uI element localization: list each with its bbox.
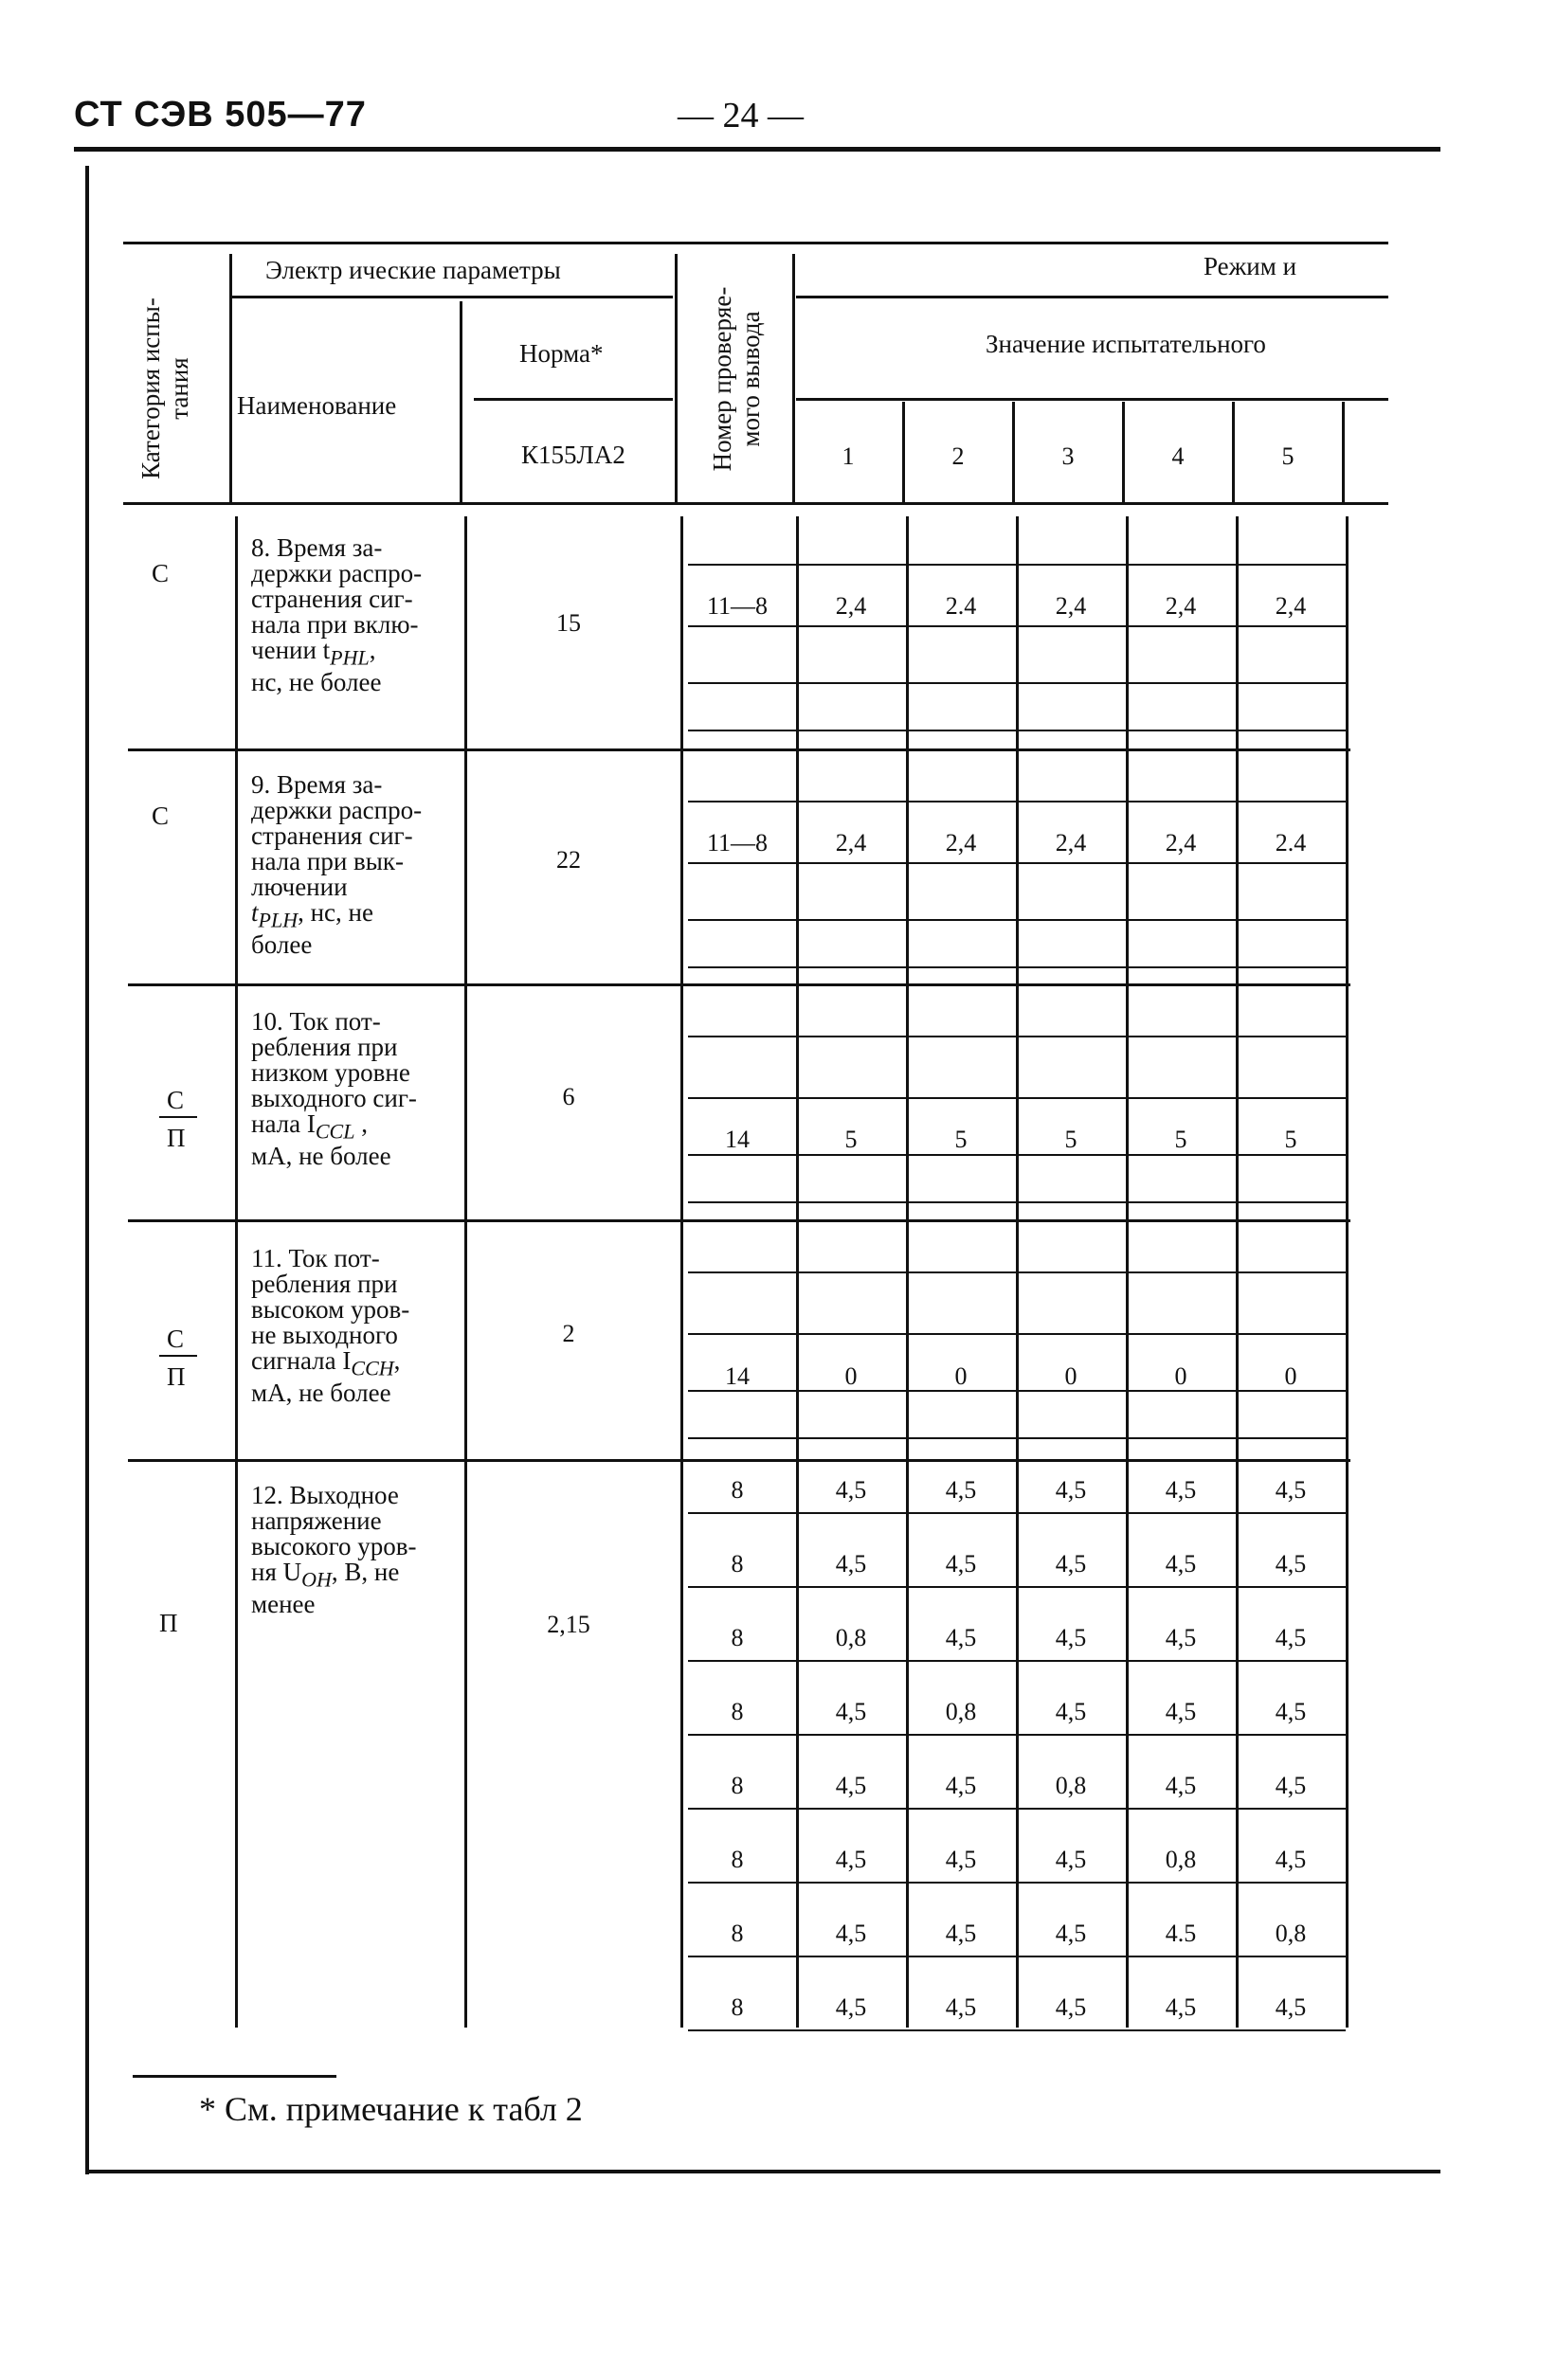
cell-mini-rule — [688, 1271, 1346, 1273]
row9-name-line: держки распро- — [251, 796, 423, 824]
row11-value-2: 0 — [954, 1362, 968, 1390]
row8-value-3: 2,4 — [1055, 592, 1087, 620]
row12-sub-value: 4,5 — [1055, 1846, 1087, 1873]
header-vline-8 — [1232, 402, 1235, 502]
row11-value-1: 0 — [844, 1362, 858, 1390]
row12-sub-value: 4,5 — [1055, 1698, 1087, 1725]
header-rule-mode — [796, 296, 1388, 298]
row9-name-line: более — [251, 930, 313, 960]
row11-value-4: 0 — [1174, 1362, 1187, 1390]
row9-norm: 22 — [556, 846, 581, 874]
row12-sub-value: 4,5 — [835, 1476, 867, 1504]
row12-sub-rule — [688, 2029, 1346, 2031]
row9-category: С — [152, 802, 170, 830]
cell-mini-rule — [688, 801, 1346, 802]
header-vline-5 — [902, 402, 905, 502]
cell-mini-rule — [688, 919, 1346, 921]
row8-value-1: 2,4 — [835, 592, 867, 620]
row12-name-line: ня U — [251, 1558, 302, 1586]
header-name: Наименование — [237, 391, 397, 420]
row12-sub-value: 4,5 — [1275, 1476, 1307, 1504]
row-separator-4 — [128, 1459, 1350, 1462]
row12-sub-value: 4,5 — [945, 1550, 977, 1578]
header-col-4: 4 — [1171, 442, 1185, 470]
cell-mini-rule — [688, 1390, 1346, 1392]
header-mode: Режим и — [1204, 252, 1297, 280]
row12-name-line: менее — [251, 1590, 316, 1619]
row12-sub-value: 4,5 — [945, 1624, 977, 1651]
row12-sub-value: 4,5 — [945, 1476, 977, 1504]
row9-name-line: нала при вык- — [251, 847, 405, 875]
header-electrical-params: Электр ические параметры — [265, 256, 561, 284]
row9-value-4: 2,4 — [1165, 829, 1197, 856]
row9-name-line: t — [251, 898, 259, 927]
row9-name — [251, 772, 460, 958]
cell-mini-rule — [688, 1201, 1346, 1203]
cell-mini-rule — [688, 1097, 1346, 1099]
row12-sub-value: 4,5 — [1165, 1993, 1197, 2021]
row12-sub-rule — [688, 1734, 1346, 1736]
row12-name-line: напряжение — [251, 1506, 382, 1535]
row11-name-line: сигнала I — [251, 1346, 352, 1375]
row12-sub-value: 4,5 — [835, 1772, 867, 1799]
row10-name-line: мА, не более — [251, 1142, 391, 1171]
row12-sub-value: 4,5 — [835, 1698, 867, 1725]
row11-value-5: 0 — [1284, 1362, 1297, 1390]
row11-name-line: 11. Ток пот- — [251, 1244, 380, 1272]
row12-sub-pin: 8 — [731, 1772, 744, 1799]
row10-name — [251, 1009, 460, 1169]
table-top-rule — [123, 242, 1388, 244]
row12-norm: 2,15 — [547, 1611, 590, 1638]
row9-value-5: 2.4 — [1275, 829, 1307, 856]
row12-sub-rule — [688, 1660, 1346, 1662]
row11-pin: 14 — [725, 1362, 750, 1390]
row10-value-5: 5 — [1284, 1126, 1297, 1153]
row9-symbol-subscript: PLH — [258, 908, 299, 932]
header-rule-value — [796, 398, 1388, 401]
cell-mini-rule — [688, 682, 1346, 684]
row12-sub-rule — [688, 1882, 1346, 1884]
row10-value-3: 5 — [1064, 1126, 1077, 1153]
row12-sub-value: 4,5 — [1165, 1772, 1197, 1799]
row12-sub-value: 4,5 — [1055, 1920, 1087, 1947]
header-vline-7 — [1122, 402, 1125, 502]
header-rule — [74, 147, 1440, 152]
body-vline-norm — [464, 516, 467, 2028]
row10-norm: 6 — [562, 1083, 575, 1110]
row12-sub-pin: 8 — [731, 1993, 744, 2021]
header-rule-norm — [474, 398, 673, 401]
row10-category-fraction-bar — [159, 1116, 197, 1118]
page-number: — 24 — — [678, 96, 804, 135]
row10-symbol-subscript: CCL — [315, 1119, 355, 1144]
row12-sub-pin: 8 — [731, 1698, 744, 1725]
row10-category-bottom: П — [167, 1124, 186, 1152]
footnote: * См. примечание к табл 2 — [199, 2090, 583, 2128]
header-norm: Норма* — [519, 339, 604, 368]
header-pin: Номер проверяе- мого вывода — [708, 286, 765, 472]
row12-sub-value: 4,5 — [1055, 1476, 1087, 1504]
frame-left-border — [85, 166, 89, 2174]
row11-category-bottom: П — [167, 1362, 186, 1391]
cell-mini-rule — [688, 1154, 1346, 1156]
row8-name-line: держки распро- — [251, 559, 423, 587]
row12-sub-value: 4,5 — [945, 1993, 977, 2021]
row8-value-2: 2.4 — [945, 592, 977, 620]
row8-value-4: 2,4 — [1165, 592, 1197, 620]
header-value: Значение испытательного — [986, 330, 1266, 358]
row9-name-line: лючении — [251, 873, 348, 901]
row11-name-line: высоком уров- — [251, 1295, 410, 1324]
row9-value-3: 2,4 — [1055, 829, 1087, 856]
body-vline-name — [235, 516, 238, 2028]
row9-value-1: 2,4 — [835, 829, 867, 856]
row8-name-line: нс, не более — [251, 668, 382, 697]
row9-name-line: странения сиг- — [251, 821, 413, 850]
cell-mini-rule — [688, 730, 1346, 731]
row10-category-top: С — [167, 1086, 185, 1114]
row12-sub-value: 4,5 — [835, 1993, 867, 2021]
row8-name-line: странения сиг- — [251, 585, 413, 613]
row10-name-line: ребления при — [251, 1033, 398, 1061]
row11-name-symbol-line: сигнала $I_{CCH}$, — [251, 1346, 401, 1380]
row8-name — [251, 535, 460, 695]
row8-norm: 15 — [556, 609, 581, 637]
header-category: Категория испы- тания — [136, 298, 193, 479]
row12-name-line: 12. Выходное — [251, 1481, 399, 1509]
row10-name-line: низком уровне — [251, 1058, 410, 1087]
row12-symbol-tail: , В, не — [331, 1558, 400, 1586]
row9-name-symbol-line — [251, 900, 460, 932]
row12-sub-value: 0,8 — [835, 1624, 867, 1651]
row8-category: С — [152, 559, 170, 587]
cell-mini-rule — [688, 625, 1346, 627]
row9-name-line: 9. Время за- — [251, 770, 383, 799]
row-separator-2 — [128, 983, 1350, 986]
row11-norm: 2 — [562, 1320, 575, 1347]
row12-sub-value: 4.5 — [1165, 1920, 1197, 1947]
row12-sub-rule — [688, 1808, 1346, 1810]
header-norm-type: К155ЛА2 — [521, 441, 625, 469]
row9-value-2: 2,4 — [945, 829, 977, 856]
header-vline-2 — [460, 301, 462, 502]
header-vline-9 — [1342, 402, 1345, 502]
row8-value-5: 2,4 — [1275, 592, 1307, 620]
row12-sub-value: 4,5 — [1165, 1550, 1197, 1578]
row8-name-line: чении t — [251, 636, 331, 664]
row12-category: П — [159, 1609, 178, 1637]
row12-sub-rule — [688, 1512, 1346, 1514]
header-vline-6 — [1012, 402, 1015, 502]
row12-sub-value: 0,8 — [1165, 1846, 1197, 1873]
row12-sub-value: 0,8 — [1055, 1772, 1087, 1799]
header-vline-3 — [675, 254, 678, 502]
row8-pin: 11—8 — [706, 592, 769, 620]
header-col-2: 2 — [951, 442, 965, 470]
row12-sub-value: 4,5 — [945, 1920, 977, 1947]
row12-sub-value: 4,5 — [1165, 1698, 1197, 1725]
row10-name-line: 10. Ток пот- — [251, 1007, 381, 1036]
row11-category-top: С — [167, 1325, 185, 1353]
header-col-5: 5 — [1281, 442, 1294, 470]
header-bottom-rule — [123, 502, 1388, 505]
row11-category-fraction-bar — [159, 1355, 197, 1357]
cell-mini-rule — [688, 966, 1346, 968]
row10-name-symbol-line: нала $I_{CCL}$ , — [251, 1109, 368, 1144]
row10-pin: 14 — [725, 1126, 750, 1153]
standard-designation: СТ СЭВ 505—77 — [74, 95, 367, 135]
row12-sub-value: 0,8 — [945, 1698, 977, 1725]
row9-pin: 11—8 — [706, 829, 769, 856]
row10-value-4: 5 — [1174, 1126, 1187, 1153]
row8-name-symbol-line: чении $t_{PHL}$, — [251, 636, 376, 670]
row-separator-1 — [128, 748, 1350, 751]
row12-sub-pin: 8 — [731, 1624, 744, 1651]
row12-sub-value: 4,5 — [835, 1846, 867, 1873]
row10-name-line: выходного сиг- — [251, 1084, 417, 1112]
cell-mini-rule — [688, 1333, 1346, 1335]
row8-symbol-subscript: PHL — [330, 645, 370, 670]
row12-sub-pin: 8 — [731, 1476, 744, 1504]
row12-name-line: высокого уров- — [251, 1532, 417, 1560]
row12-sub-value: 4,5 — [1055, 1993, 1087, 2021]
frame-bottom-border — [85, 2170, 1440, 2173]
body-vline-pin — [680, 516, 683, 2028]
row11-name — [251, 1246, 460, 1406]
row9-symbol-tail: , нс, не — [298, 898, 373, 927]
row11-name-line: ребления при — [251, 1270, 398, 1298]
row12-sub-pin: 8 — [731, 1550, 744, 1578]
row12-sub-value: 4,5 — [1275, 1550, 1307, 1578]
row12-sub-value: 4,5 — [1275, 1993, 1307, 2021]
row12-sub-value: 4,5 — [835, 1920, 867, 1947]
row12-sub-value: 0,8 — [1275, 1920, 1307, 1947]
row10-value-2: 5 — [954, 1126, 968, 1153]
row11-symbol-subscript: CCH — [351, 1356, 394, 1380]
footnote-rule — [133, 2075, 336, 2078]
row12-sub-value: 4,5 — [1165, 1476, 1197, 1504]
row-separator-3 — [128, 1219, 1350, 1222]
row12-sub-value: 4,5 — [835, 1550, 867, 1578]
row11-name-line: мА, не более — [251, 1379, 391, 1408]
row12-sub-value: 4,5 — [1275, 1624, 1307, 1651]
row12-name — [251, 1483, 460, 1617]
row12-sub-rule — [688, 1956, 1346, 1957]
header-vline-1 — [229, 254, 232, 502]
row12-sub-value: 4,5 — [1275, 1698, 1307, 1725]
header-col-3: 3 — [1061, 442, 1075, 470]
row12-sub-value: 4,5 — [1275, 1846, 1307, 1873]
row12-sub-value: 4,5 — [1055, 1550, 1087, 1578]
cell-mini-rule — [688, 862, 1346, 864]
row12-sub-pin: 8 — [731, 1846, 744, 1873]
row12-sub-value: 4,5 — [945, 1846, 977, 1873]
header-rule-params — [232, 296, 673, 298]
header-vline-4 — [792, 254, 795, 502]
row11-name-line: не выходного — [251, 1321, 398, 1349]
row12-sub-value: 4,5 — [1165, 1624, 1197, 1651]
cell-mini-rule — [688, 564, 1346, 566]
body-vline-c6 — [1346, 516, 1349, 2028]
row8-name-line: нала при вклю- — [251, 610, 419, 639]
row12-sub-pin: 8 — [731, 1920, 744, 1947]
row12-sub-value: 4,5 — [1275, 1772, 1307, 1799]
row12-symbol-subscript: OH — [301, 1567, 332, 1592]
row12-sub-rule — [688, 1586, 1346, 1588]
row10-value-1: 5 — [844, 1126, 858, 1153]
row10-name-line: нала I — [251, 1109, 316, 1138]
header-col-1: 1 — [842, 442, 855, 470]
cell-mini-rule — [688, 1437, 1346, 1439]
row8-name-line: 8. Время за- — [251, 533, 383, 562]
row11-value-3: 0 — [1064, 1362, 1077, 1390]
row12-sub-value: 4,5 — [945, 1772, 977, 1799]
row12-name-symbol-line — [251, 1560, 460, 1592]
cell-mini-rule — [688, 1036, 1346, 1037]
row12-sub-value: 4,5 — [1055, 1624, 1087, 1651]
